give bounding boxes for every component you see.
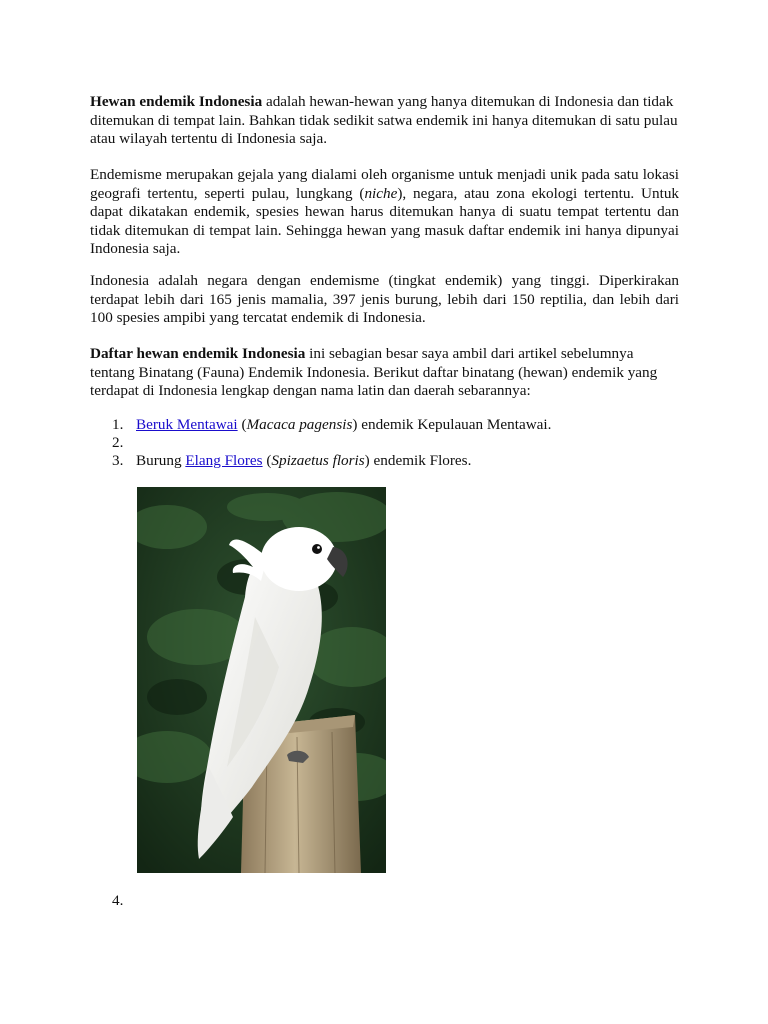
statistics-paragraph: Indonesia adalah negara dengan endemisme (tingkat endemik) yang tinggi. Diperkirakan terdapat lebih dari 165 jenis mamalia, 397 jenis burung, lebih dari 150 reptilia, dan lebih dari 100 spesies ampibi yang tercatat endemik di Indonesia.	[90, 272, 679, 327]
list-intro-text: ini sebagian besar saya ambil dari artikel sebelumnya tentang Binatang (Fauna) Endemik Indonesia. Berikut daftar binatang (hewan) endemik yang terdapat di Indonesia lengkap dengan nama latin dan daerah sebarannya:	[90, 345, 658, 400]
list-number-1: 1.	[112, 416, 124, 433]
list-number-4: 4.	[112, 892, 124, 909]
list-intro-paragraph	[90, 345, 679, 401]
list-item-3-prefix: Burung	[136, 452, 186, 469]
endemism-text-before: Endemisme merupakan gejala yang dialami oleh organisme untuk menjadi unik pada satu lokasi geografi tertentu, seperti pulau, lungkang (	[90, 166, 679, 202]
niche-term: niche	[364, 184, 398, 202]
white-cockatoo-photo	[137, 487, 386, 873]
list-item-3	[136, 452, 471, 471]
macaca-pagensis-latin: Macaca pagensis	[246, 416, 353, 433]
beruk-mentawai-link[interactable]: Beruk Mentawai	[136, 416, 238, 433]
list-number-3: 3.	[112, 452, 124, 469]
list-intro-bold-term: Daftar hewan endemik Indonesia	[90, 345, 306, 362]
intro-bold-term: Hewan endemik Indonesia	[90, 93, 263, 110]
list-item-1	[136, 416, 551, 435]
paren-open: (	[237, 416, 247, 433]
paren-open: (	[262, 452, 272, 469]
intro-text: adalah hewan-hewan yang hanya ditemukan di Indonesia dan tidak ditemukan di tempat lain. Bahkan tidak sedikit satwa endemik ini hanya ditemukan di satu pulau atau wilayah tertentu di Indonesia saja.	[90, 93, 678, 148]
intro-paragraph	[90, 93, 679, 149]
endemism-paragraph	[90, 166, 679, 259]
list-item-3-rest: ) endemik Flores.	[364, 452, 472, 469]
spizaetus-floris-latin: Spizaetus floris	[271, 452, 365, 469]
endemism-text-after: ), negara, atau zona ekologi tertentu. Untuk dapat dikatakan endemik, spesies hewan harus ditemukan hanya di suatu tempat tertentu dan tidak ditemukan di tempat lain. Sehingga hewan yang masuk daftar endemik ini hanya dipunyai Indonesia saja.	[90, 184, 680, 258]
elang-flores-link[interactable]: Elang Flores	[185, 452, 263, 469]
list-item-1-rest: ) endemik Kepulauan Mentawai.	[352, 416, 552, 433]
list-number-2: 2.	[112, 434, 124, 451]
